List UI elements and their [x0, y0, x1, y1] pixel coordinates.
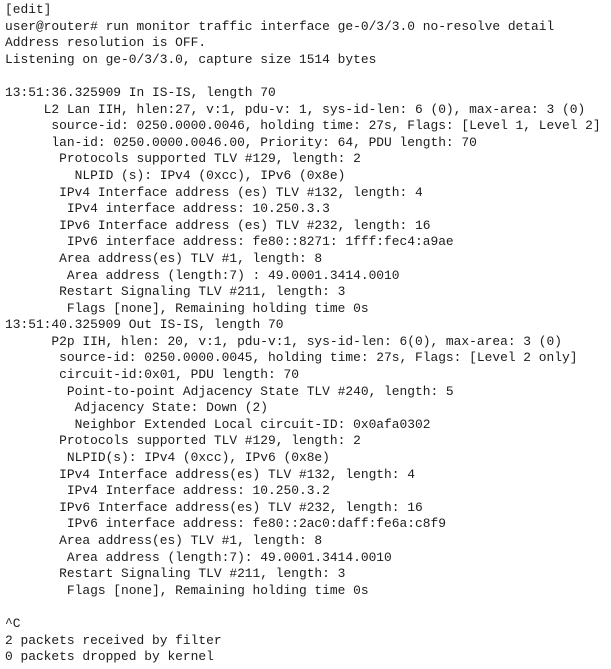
terminal-line: [edit] [5, 2, 52, 17]
terminal-section-capture-summary [5, 599, 611, 665]
terminal-line: Restart Signaling TLV #211, length: 3 [5, 566, 346, 582]
terminal-line: 13:51:40.325909 Out IS-IS, length 70 [5, 317, 284, 333]
terminal-line: IPv4 Interface address (es) TLV #132, length: 4 [5, 184, 423, 200]
terminal-line: Listening on ge-0/3/3.0, capture size 1514 bytes [5, 51, 377, 67]
terminal-line: 13:51:36.325909 In IS-IS, length 70 [5, 84, 276, 100]
terminal-line [5, 68, 611, 85]
terminal-line: IPv6 interface address: fe80::8271: 1fff:fec4:a9ae [5, 234, 454, 250]
terminal-line: Address resolution is OFF. [5, 35, 207, 51]
terminal-line: P2p IIH, hlen: 20, v:1, pdu-v:1, sys-id-len: 6(0), max-area: 3 (0) [5, 333, 562, 349]
terminal-line: Point-to-point Adjacency State TLV #240, length: 5 [5, 383, 454, 399]
terminal-line: NLPID(s): IPv4 (0xcc), IPv6 (0x8e) [5, 450, 330, 466]
terminal-line: lan-id: 0250.0000.0046.00, Priority: 64, PDU length: 70 [5, 134, 477, 150]
terminal-line: Protocols supported TLV #129, length: 2 [5, 433, 361, 449]
terminal-line: 2 packets received by filter [5, 632, 222, 648]
terminal-line: Neighbor Extended Local circuit-ID: 0x0afa0302 [5, 416, 431, 432]
terminal-line: IPv6 interface address: fe80::2ac0:daff:fe6a:c8f9 [5, 516, 446, 532]
terminal-line: IPv4 Interface address(es) TLV #132, length: 4 [5, 466, 415, 482]
terminal-line: Area address (length:7): 49.0001.3414.0010 [5, 549, 392, 565]
terminal-line: Area address(es) TLV #1, length: 8 [5, 533, 323, 548]
terminal-line: user@router# run monitor traffic interface ge-0/3/3.0 no-resolve detail [5, 18, 555, 34]
terminal-line: IPv6 Interface address (es) TLV #232, length: 16 [5, 217, 431, 233]
terminal-line: NLPID (s): IPv4 (0xcc), IPv6 (0x8e) [5, 167, 346, 183]
terminal-section-packet-out-isis [5, 317, 611, 599]
terminal-line: Area address (length:7) : 49.0001.3414.0010 [5, 267, 400, 283]
terminal-line: source-id: 0250.0000.0045, holding time: 27s, Flags: [Level 2 only] [5, 350, 578, 366]
terminal-line: 0 packets dropped by kernel [5, 649, 214, 665]
terminal-section-packet-in-isis [5, 85, 611, 317]
terminal-line: Area address(es) TLV #1, length: 8 [5, 250, 323, 266]
terminal-line: IPv4 Interface address: 10.250.3.2 [5, 483, 330, 499]
terminal-line: Restart Signaling TLV #211, length: 3 [5, 284, 346, 300]
terminal-line: IPv4 interface address: 10.250.3.3 [5, 201, 330, 217]
terminal-line: circuit-id:0x01, PDU length: 70 [5, 367, 299, 383]
terminal-line: source-id: 0250.0000.0046, holding time: 27s, Flags: [Level 1, Level 2] [5, 118, 601, 134]
terminal-line: Adjacency State: Down (2) [5, 400, 269, 416]
terminal-line: Flags [none], Remaining holding time 0s [5, 300, 369, 316]
terminal-line: ^C [5, 615, 21, 631]
terminal-line: L2 Lan IIH, hlen:27, v:1, pdu-v: 1, sys-id-len: 6 (0), max-area: 3 (0) [5, 101, 586, 117]
terminal-line: Flags [none], Remaining holding time 0s [5, 582, 369, 598]
terminal-section-session-header [5, 2, 611, 85]
terminal-line: IPv6 Interface address(es) TLV #232, length: 16 [5, 499, 423, 515]
terminal-line [5, 599, 611, 616]
terminal-line: Protocols supported TLV #129, length: 2 [5, 151, 361, 167]
